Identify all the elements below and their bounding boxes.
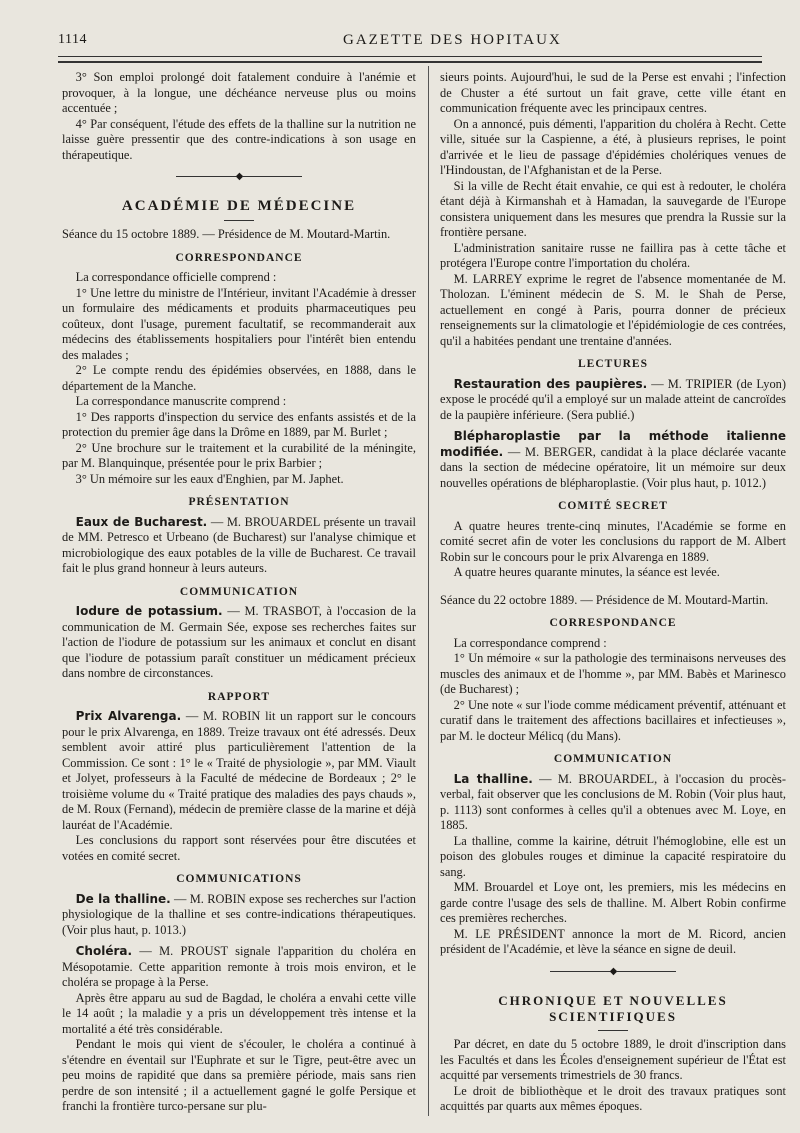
subsection-title: CORRESPONDANCE	[175, 251, 303, 264]
column-divider	[428, 66, 429, 1116]
subsection-title: COMITÉ SECRET	[558, 500, 668, 512]
section-rule	[224, 220, 254, 221]
paragraph-lead: Blépharoplastie par la méthode italienne modifiée.	[440, 429, 786, 459]
paragraph: Si la ville de Recht était envahie, ce qui est à redouter, le choléra étant déjà à Kirmanshah et à Hamadan, la sauvegarde de l'Europe consistera uniquement dans les mesures que prendra la Russie sur la frontière persane.	[440, 178, 786, 239]
subsection-title: COMMUNICATIONS	[176, 873, 302, 885]
paragraph: Le droit de bibliothèque et le droit des travaux pratiques sont acquittés par quarts aux mêmes époques.	[440, 1083, 786, 1113]
paragraph: M. LE PRÉSIDENT annonce la mort de M. Ricord, ancien président de l'Académie, et lève la séance en signe de deuil.	[440, 926, 786, 956]
paragraph	[62, 944, 416, 991]
paragraph-lead: Choléra.	[75, 944, 133, 958]
header-rule-thick	[58, 61, 762, 63]
paragraph: 4° Par conséquent, l'étude des effets de la thalline sur la nutrition ne laisse guère pressentir que des contre-indications à son usage en thérapeutique.	[62, 116, 416, 162]
paragraph: sieurs points. Aujourd'hui, le sud de la Perse est envahi ; l'infection de Chuster a été surtout un fait grave, cette ville étant en communication fréquente avec les principaux centres.	[440, 70, 786, 115]
subsection-title: LECTURES	[578, 358, 648, 370]
paragraph-text: — M. BROUARDEL présente un travail de MM. Petresco et Urbeano (de Bucharest) sur l'analyse chimique et microbiologique des eaux potables de la ville de Bucharest. Ce travail fait le plus grand honneur à leurs auteurs.	[62, 514, 416, 575]
paragraph-lead: La thalline.	[453, 771, 533, 786]
ornament-divider: ◆	[62, 169, 416, 185]
right-column	[440, 70, 786, 1115]
paragraph: La thalline, comme la kairine, détruit l'hémoglobine, elle est un poison des globules rouges et diminue la capacité respiratoire du sang.	[440, 833, 786, 879]
ornament-divider: ◆	[440, 964, 786, 980]
paragraph: Par décret, en date du 5 octobre 1889, le droit d'inscription dans les Facultés et dans les Écoles d'enseignement supérieur de l'État est acquitté par versements trimestriels de 30 francs.	[440, 1037, 786, 1082]
paragraph: 1° Des rapports d'inspection du service des enfants assistés et de la protection du premier âge dans la Drôme en 1889, par M. Burlet ;	[62, 409, 416, 439]
section-rule	[598, 1030, 628, 1031]
subsection-title: COMMUNICATION	[179, 585, 299, 598]
paragraph-text: — M. BERGER, candidat à la place déclarée vacante dans la section de médecine opératoire, lit un mémoire sur deux nouvelles opérations de blépharoplastie. (Voir plus haut, p. 1012.)	[440, 444, 786, 490]
paragraph: A quatre heures trente-cinq minutes, l'Académie se forme en comité secret afin de voter les conclusions du rapport de M. Albert Robin sur le concours pour le prix Alvarenga en 1889.	[440, 518, 786, 564]
subsection-title: CORRESPONDANCE	[549, 617, 677, 629]
section-title: CHRONIQUE ET NOUVELLES SCIENTIFIQUES	[498, 993, 728, 1024]
paragraph: L'administration sanitaire russe ne faillira pas à cette tâche et protégera l'Europe contre l'importation du choléra.	[440, 240, 786, 270]
paragraph	[62, 515, 416, 577]
header-rule	[58, 56, 762, 57]
paragraph-lead: Iodure de potassium.	[75, 604, 223, 618]
paragraph: 3° Son emploi prolongé doit fatalement conduire à l'anémie et provoquer, à la longue, une déchéance nerveuse plus ou moins accentuée ;	[62, 70, 416, 115]
paragraph: La correspondance officielle comprend :	[75, 270, 277, 284]
paragraph-lead: Restauration des paupières.	[453, 376, 648, 391]
paragraph: Après être apparu au sud de Bagdad, le choléra a envahi cette ville le 14 août ; la maladie y a pris un développement très intense et la mortalité a été très considérable.	[62, 990, 416, 1036]
paragraph-lead: De la thalline.	[75, 891, 171, 906]
paragraph: 1° Un mémoire « sur la pathologie des terminaisons nerveuses des muscles des animaux et de l'homme », par MM. Babès et Marinesco (de Bucharest) ;	[440, 651, 786, 696]
paragraph-text: — M. TRASBOT, à l'occasion de la communication de M. Germain Sée, expose ses recherches faites sur l'action de l'iodure de potassium sur les animaux et conclut en disant que l'iodure de potassium paraît constituer un médicament précieux dans nombre de circonstances.	[62, 604, 416, 680]
paragraph	[62, 709, 416, 833]
paragraph: Pendant le mois qui vient de s'écouler, le choléra a continué à s'étendre en éventail sur l'Euphrate et sur le Tigre, peut-être avec un peu moins de rapidité que dans sa première période, mais sans rien perdre de son intensité ; il a actuellement gagné le golfe Persique et franchi la frontière turco-persane sur plu-	[62, 1037, 416, 1113]
paragraph-lead: Eaux de Bucharest.	[75, 514, 208, 529]
paragraph: 1° Une lettre du ministre de l'Intérieur, invitant l'Académie à dresser un formulaire des médicaments et produits pharmaceutiques peu coûteux, dont l'usage, purement facultatif, se recommanderait aux médecins des établissements hospitaliers pour l'intérêt bien entendu des malades ;	[62, 285, 416, 362]
paragraph: 2° Une brochure sur le traitement et la curabilité de la méningite, par M. Blanquinque, présentée pour le prix Barbier ;	[62, 440, 416, 470]
paragraph: On a annoncé, puis démenti, l'apparition du choléra à Recht. Cette ville, située sur la Caspienne, a été, à plusieurs reprises, le point d'arrivée et le lieu de passage d'épidémies cholériques venues de l'Hindoustan, de l'Afghanistan et de la Perse.	[440, 116, 786, 177]
paragraph: La correspondance manuscrite comprend :	[75, 394, 287, 408]
subsection-title: PRÉSENTATION	[188, 496, 290, 508]
paragraph	[440, 377, 786, 424]
paragraph-text: — M. BROUARDEL, à l'occasion du procès-verbal, fait observer que les conclusions de M. Robin (Voir plus haut, p. 1113) sont conformes à celles qu'il a obtenues avec M. Loye, en 1885.	[440, 771, 786, 832]
paragraph-text: — M. TRIPIER (de Lyon) expose le procédé qu'il a employé sur un malade atteint de cancroïdes de la paupière inférieure. (Sera publié.)	[440, 376, 787, 422]
journal-title: GAZETTE DES HOPITAUX	[343, 32, 562, 48]
paragraph	[62, 604, 416, 682]
paragraph	[62, 892, 416, 939]
paragraph: MM. Brouardel et Loye ont, les premiers, mis les médecins en garde contre l'usage des sels de thalline. M. Albert Robin confirme ces premières recherches.	[440, 880, 786, 925]
page-header	[58, 28, 760, 52]
seance-line: Séance du 22 octobre 1889. — Présidence de M. Moutard-Martin.	[440, 592, 769, 607]
page-number: 1114	[58, 32, 87, 47]
paragraph: 3° Un mémoire sur les eaux d'Enghien, par M. Japhet.	[75, 471, 344, 486]
left-column	[62, 70, 416, 1115]
paragraph-text: — M. ROBIN lit un rapport sur le concours pour le prix Alvarenga, en 1889. Treize travaux ont été adressés. Deux semblent avoir attiré plus particulièrement l'attention de la Commission. Ce sont : 1° le « Traité de physiologie », par MM. Viault et Jolyet, professeurs à la Faculté de médecine de Bordeaux ; 2° le troisième volume du « Traité pratique des maladies des pays chauds », de M. Roux (Fernand), médecin de première classe de la marine et déjà lauréat de l'Académie.	[62, 709, 416, 832]
paragraph: 2° Une note « sur l'iode comme médicament préventif, atténuant et curatif dans le traitement des affections bacillaires et infectieuses », par M. le docteur Mélicq (du Mans).	[440, 697, 786, 743]
paragraph	[440, 429, 786, 491]
subsection-title: COMMUNICATION	[553, 753, 673, 765]
paragraph-text: — M. PROUST signale l'apparition du choléra en Mésopotamie. Cette apparition remonte à trois mois environ, et le choléra se propage à la Perse.	[62, 944, 416, 989]
paragraph: Les conclusions du rapport sont réservées pour être discutées et votées en comité secret.	[62, 833, 416, 863]
paragraph: M. LARREY exprime le regret de l'absence momentanée de M. Tholozan. L'éminent médecin de S. M. le Shah de Perse, actuellement en congé à Paris, pourra donner de précieux renseignements sur la climatologie et l'épidémiologie de ces contrées, qu'il a habitées pendant une trentaine d'années.	[440, 271, 786, 348]
subsection-title: RAPPORT	[207, 690, 271, 703]
paragraph: La correspondance comprend :	[453, 635, 607, 650]
section-title: ACADÉMIE DE MÉDECINE	[121, 197, 357, 214]
seance-line: Séance du 15 octobre 1889. — Présidence de M. Moutard-Martin.	[62, 227, 391, 241]
paragraph-lead: Prix Alvarenga.	[75, 709, 182, 723]
paragraph	[440, 772, 786, 834]
paragraph-text: — M. ROBIN expose ses recherches sur l'action physiologique de la thalline et ses contre-indications thérapeutiques. (Voir plus haut, p. 1013.)	[62, 891, 417, 937]
paragraph: A quatre heures quarante minutes, la séance est levée.	[453, 565, 720, 579]
paragraph: 2° Le compte rendu des épidémies observées, en 1888, dans le département de la Manche.	[62, 363, 416, 393]
